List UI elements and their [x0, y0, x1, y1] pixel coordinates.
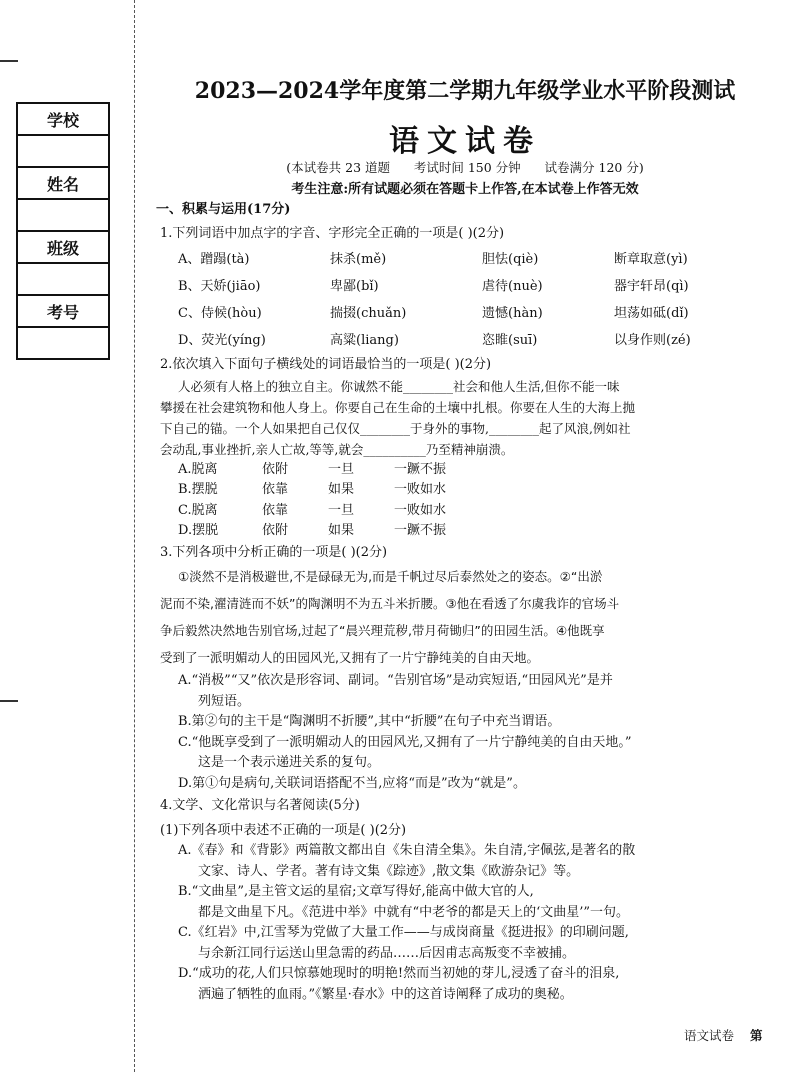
student-info-table	[16, 102, 110, 360]
class-field[interactable]	[17, 263, 109, 295]
q1-stem: 1.下列词语中加点字的字音、字形完全正确的一项是( )(2分)	[160, 225, 505, 241]
exam-notice: 考生注意:所有试题必须在答题卡上作答,在本试卷上作答无效	[291, 182, 639, 197]
q1-option-d: D、荧光(yíng) 高粱(liang) 恣睢(suī) 以身作则(zé)	[178, 333, 691, 348]
q2-option-b: B.摆脱 依靠 如果 一败如水	[178, 482, 447, 497]
q4-option-c: C.《红岩》中,江雪琴为党做了大量工作——与成岗商量《挺进报》的印刷问题,	[178, 925, 629, 940]
q2-option-a: A.脱离 依附 一旦 一蹶不振	[178, 461, 447, 477]
q3-option-c: C.“他既享受到了一派明媚动人的田园风光,又拥有了一片宁静纯美的自由天地。”	[178, 734, 632, 750]
q4-option-a: A.《春》和《背影》两篇散文都出自《朱自清全集》。朱自清,字佩弦,是著名的散	[178, 843, 636, 858]
exam-no-label: 考号	[17, 295, 109, 327]
q2-options	[160, 460, 782, 542]
q3-passage: ①淡然不是消极避世,不是碌碌无为,而是千帆过尽后泰然处之的姿态。②“出淤 泥而不染,濯清涟而不妖”的陶渊明不为五斗米折腰。③他在看透了尔虞我诈的官场斗 争后毅然决然地告别官场,过起了“晨兴理荒秽,带月荷锄归”的田园生活。④他既享 受到了一派明媚动人的田园风光,又拥有了一片宁静纯美的自由天地。	[160, 569, 620, 665]
q2-passage: 人必须有人格上的独立自主。你诚然不能________社会和他人生活,但你不能一味 攀援在社会建筑物和他人身上。你要自己在生命的土壤中扎根。你要在人生的大海上抛 下自己的锚。一个人如果把自己仅仅________于身外的事物,________起了风浪,例如社 会动乱,事业挫折,亲人亡故,等等,就会__________乃至精神崩溃。	[160, 378, 636, 457]
question-content	[156, 200, 782, 1005]
q4-option-d: D.“成功的花,人们只惊慕她现时的明艳!然而当初她的芽儿,浸透了奋斗的泪泉,	[178, 966, 620, 981]
school-label: 学校	[17, 103, 109, 135]
q3-options: A.“消极”“又”依次是形容词、副词。“告别官场”是动宾短语,“田园风光”是并 列短语。 B.第②句的主干是“陶渊明不折腰”,其中“折腰”在句子中充当谓语。 C.“他既享受到了一派明媚动人的田园风光,又拥有了一片宁静纯美的自由天地。” 这是一个表示递进关系的复句。 D.第①句是病句,关联词语搭配不当,应将“而是”改为“就是”。	[160, 671, 782, 794]
q2-option-d: D.摆脱 依附 如果 一蹶不振	[178, 523, 447, 538]
class-label: 班级	[17, 231, 109, 263]
exam-info: (本试卷共 23 道题 考试时间 150 分钟 试卷满分 120 分)	[286, 160, 644, 175]
page-footer	[684, 1026, 763, 1044]
name-field[interactable]	[17, 199, 109, 231]
q1-option-a: A、蹭蹋(tà) 抹杀(mě) 胆怯(qiè) 断章取意(yì)	[178, 252, 688, 267]
q4-sub1-stem: (1)下列各项中表述不正确的一项是( )(2分)	[160, 822, 407, 838]
footer-page: 第	[750, 1028, 763, 1043]
section-title: 一、积累与运用(17分)	[156, 202, 291, 217]
q1-option-c: C、侍候(hòu) 揣掇(chuǎn) 遗憾(hàn) 坦荡如砥(dǐ)	[178, 306, 689, 321]
q4-stem: 4.文学、文化常识与名著阅读(5分)	[160, 798, 360, 813]
paper-title: 语文试卷	[389, 124, 541, 159]
school-field[interactable]	[17, 135, 109, 167]
edge-mark	[0, 700, 18, 702]
q1-options	[160, 246, 782, 354]
q4-option-b: B.“文曲星”,是主管文运的星宿;文章写得好,能高中做大官的人,	[178, 884, 534, 899]
q3-stem: 3.下列各项中分析正确的一项是( )(2分)	[160, 544, 388, 560]
q3-option-a: A.“消极”“又”依次是形容词、副词。“告别官场”是动宾短语,“田园风光”是并	[178, 673, 613, 688]
q3-option-d: D.第①句是病句,关联词语搭配不当,应将“而是”改为“就是”。	[178, 775, 526, 791]
footer-label: 语文试卷	[684, 1028, 735, 1043]
q3-option-b: B.第②句的主干是“陶渊明不折腰”,其中“折腰”在句子中充当谓语。	[178, 714, 561, 729]
name-label: 姓名	[17, 167, 109, 199]
edge-mark	[0, 60, 18, 62]
q2-stem: 2.依次填入下面句子横线处的词语最恰当的一项是( )(2分)	[160, 357, 492, 372]
q4-sub1-options: A.《春》和《背影》两篇散文都出自《朱自清全集》。朱自清,字佩弦,是著名的散 文家、诗人、学者。著有诗文集《踪迹》,散文集《欧游杂记》等。 B.“文曲星”,是主管文运的星宿;文章写得好,能高中做大官的人, 都是文曲星下凡。《范进中举》中就有“中老爷的都是天上的‘文曲星’”一句。 C.《红岩》中,江雪琴为党做了大量工作——与成岗商量《挺进报》的印刷问题, 与余新江同行运送山里急需的药品……后因甫志高叛变不幸被捕。 D.“成功的花,人们只惊慕她现时的明艳!然而当初她的芽儿,浸透了奋斗的泪泉, 洒遍了牺牲的血雨。”《繁星·春水》中的这首诗阐释了成功的奥秘。	[160, 841, 782, 1005]
q2-option-c: C.脱离 依靠 一旦 一败如水	[178, 502, 447, 518]
exam-no-field[interactable]	[17, 327, 109, 359]
q1-option-b: B、天娇(jiāo) 卑鄙(bǐ) 虐待(nuè) 器宇轩昂(qì)	[178, 279, 689, 294]
exam-title: 2023—2024学年度第二学期九年级学业水平阶段测试	[194, 78, 736, 104]
binding-dashed-line	[134, 0, 135, 1072]
